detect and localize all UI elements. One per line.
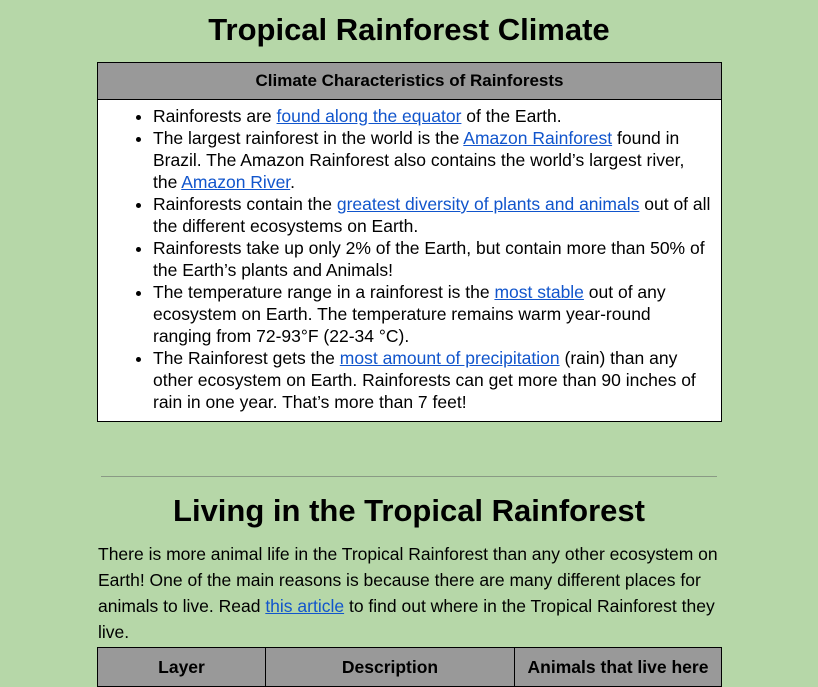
table-header-row xyxy=(98,648,722,687)
bullet-text: (rain) than any other ecosystem on Earth. Rainforests can get more than 90 inches of rain in one year. That’s more than 7 feet! xyxy=(153,348,696,412)
header-animals: Animals that live here xyxy=(515,648,722,687)
link-most-stable[interactable]: most stable xyxy=(494,282,584,302)
climate-characteristics-box xyxy=(97,62,722,422)
list-item xyxy=(153,105,711,127)
link-diversity[interactable]: greatest diversity of plants and animals xyxy=(336,194,640,214)
paragraph-text: to find out where in the Tropical Rainforest they live. xyxy=(98,596,715,642)
paragraph-text: There is more animal life in the Tropical Rainforest than any other ecosystem on Earth! One of the main reasons is because there are many different places for animals to live. Read xyxy=(98,544,718,616)
link-amazon-rainforest[interactable]: Amazon Rainforest xyxy=(463,128,613,148)
bullet-text: Rainforests take up only 2% of the Earth, but contain more than 50% of the Earth’s plants and Animals! xyxy=(153,238,705,280)
bullet-text: of the Earth. xyxy=(461,106,562,126)
section-title: Living in the Tropical Rainforest xyxy=(173,493,645,528)
list-item xyxy=(153,193,711,237)
climate-box-title: Climate Characteristics of Rainforests xyxy=(98,63,721,100)
list-item xyxy=(153,347,711,413)
climate-bullet-list xyxy=(108,105,711,413)
bullet-text: The temperature range in a rainforest is the xyxy=(153,282,495,302)
bullet-text: Rainforests contain the xyxy=(153,194,337,214)
page-title: Tropical Rainforest Climate xyxy=(208,12,610,47)
bullet-text: out of all the different ecosystems on Earth. xyxy=(153,194,711,236)
bullet-text: Rainforests are xyxy=(153,106,277,126)
bullet-text: The Rainforest gets the xyxy=(153,348,340,368)
bullet-text: The largest rainforest in the world is the xyxy=(153,128,464,148)
climate-box-body xyxy=(98,100,721,421)
link-amazon-river[interactable]: Amazon River xyxy=(181,172,291,192)
list-item xyxy=(153,237,711,281)
horizontal-divider xyxy=(101,476,717,477)
header-description: Description xyxy=(266,648,515,687)
link-precipitation[interactable]: most amount of precipitation xyxy=(339,348,560,368)
intro-paragraph xyxy=(98,541,728,645)
link-this-article[interactable]: this article xyxy=(265,596,345,616)
header-layer: Layer xyxy=(98,648,266,687)
link-equator[interactable]: found along the equator xyxy=(276,106,462,126)
bullet-text: . xyxy=(290,172,296,192)
bullet-text: found in Brazil. The Amazon Rainforest also contains the world’s largest river, the xyxy=(153,128,685,192)
layers-table xyxy=(97,647,722,687)
list-item xyxy=(153,281,711,347)
list-item xyxy=(153,127,711,193)
bullet-text: out of any ecosystem on Earth. The temperature remains warm year-round ranging from 72-93°F (22-34 °C). xyxy=(153,282,666,346)
